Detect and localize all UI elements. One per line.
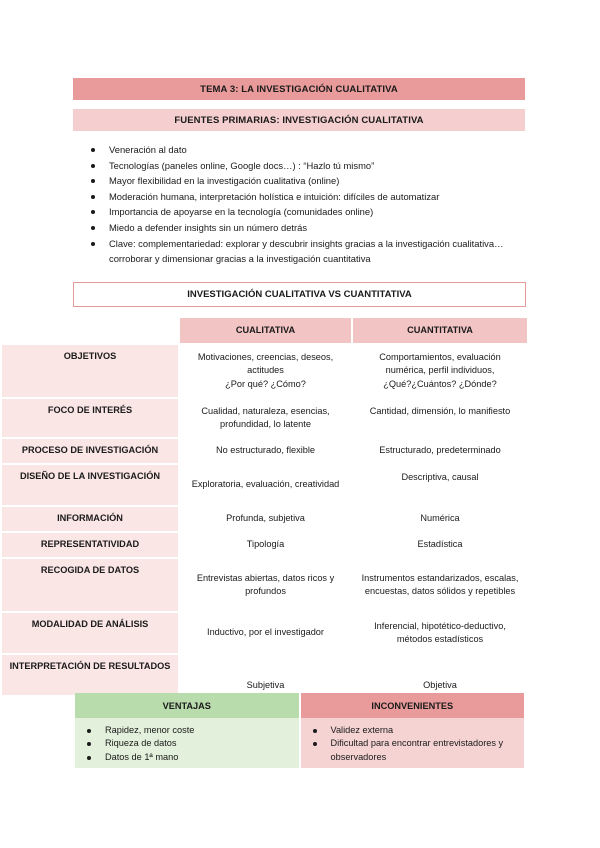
bullet-item: Tecnologías (paneles online, Google docs…) : “Hazlo tú mismo” xyxy=(91,158,511,174)
table-row xyxy=(2,533,527,557)
table-row xyxy=(2,613,527,653)
qual-cell: Entrevistas abiertas, datos ricos y profundos xyxy=(180,559,351,611)
quant-cell: Numérica xyxy=(353,507,527,531)
header-blank-cell xyxy=(2,318,178,343)
row-label: RECOGIDA DE DATOS xyxy=(2,559,178,611)
table-row xyxy=(2,399,527,437)
bullet-item: Moderación humana, interpretación holística e intuición: difíciles de automatizar xyxy=(91,189,511,205)
bullet-item: Clave: complementariedad: explorar y descubrir insights gracias a la investigación cualitativa… corroborar y dimensionar gracias a la investigación cuantitativa xyxy=(91,236,511,267)
table-row xyxy=(2,439,527,463)
pros-cons-table xyxy=(73,693,526,768)
qual-cell: Subjetiva xyxy=(180,655,351,695)
qual-cell xyxy=(180,345,351,397)
comparison-heading: INVESTIGACIÓN CUALITATIVA VS CUANTITATIVA xyxy=(73,282,526,307)
row-label: REPRESENTATIVIDAD xyxy=(2,533,178,557)
header-qualitative: CUALITATIVA xyxy=(180,318,351,343)
list-item: Validez externa xyxy=(313,724,517,737)
quant-cell: Inferencial, hipotético-deductivo, métodos estadísticos xyxy=(353,613,527,653)
cell-line: ¿Qué?¿Cuántos? ¿Dónde? xyxy=(383,378,497,389)
qual-cell: Profunda, subjetiva xyxy=(180,507,351,531)
table-row xyxy=(2,465,527,505)
cell-line: Motivaciones, creencias, deseos, actitudes xyxy=(197,351,334,376)
qual-cell: Inductivo, por el investigador xyxy=(180,613,351,653)
advantages-heading: VENTAJAS xyxy=(75,693,299,718)
list-item: Rapidez, menor coste xyxy=(87,724,291,737)
comparison-table xyxy=(0,316,529,697)
quant-cell xyxy=(353,345,527,397)
advantages-list xyxy=(87,724,291,764)
list-item: Riqueza de datos xyxy=(87,737,291,750)
quant-cell: Objetiva xyxy=(353,655,527,695)
row-label: DISEÑO DE LA INVESTIGACIÓN xyxy=(2,465,178,505)
disadvantages-list xyxy=(313,724,517,764)
cell-line: Comportamientos, evaluación numérica, perfil individuos, xyxy=(379,351,501,376)
row-label: INFORMACIÓN xyxy=(2,507,178,531)
bullet-item: Importancia de apoyarse en la tecnología (comunidades online) xyxy=(91,204,511,220)
row-label: OBJETIVOS xyxy=(2,345,178,397)
disadvantages-heading: INCONVENIENTES xyxy=(301,693,525,718)
table-row xyxy=(2,655,527,695)
qual-cell: Cualidad, naturaleza, esencias, profundidad, lo latente xyxy=(180,399,351,437)
bullet-item: Mayor flexibilidad en la investigación cualitativa (online) xyxy=(91,173,511,189)
table-row xyxy=(2,345,527,397)
bullet-item: Miedo a defender insights sin un número detrás xyxy=(91,220,511,236)
row-label: INTERPRETACIÓN DE RESULTADOS xyxy=(2,655,178,695)
table-row xyxy=(2,507,527,531)
qual-cell: Tipología xyxy=(180,533,351,557)
qual-cell: No estructurado, flexible xyxy=(180,439,351,463)
pros-cons-body-row xyxy=(75,718,524,768)
table-row xyxy=(2,559,527,611)
quant-cell: Descriptiva, causal xyxy=(353,465,527,505)
disadvantages-cell xyxy=(301,718,525,768)
bullet-list xyxy=(91,142,511,267)
page-title: TEMA 3: LA INVESTIGACIÓN CUALITATIVA xyxy=(73,78,525,100)
row-label: FOCO DE INTERÉS xyxy=(2,399,178,437)
section-subtitle: FUENTES PRIMARIAS: INVESTIGACIÓN CUALITATIVA xyxy=(73,109,525,131)
quant-cell: Estadística xyxy=(353,533,527,557)
quant-cell: Instrumentos estandarizados, escalas, encuestas, datos sólidos y repetibles xyxy=(353,559,527,611)
bullet-item: Veneración al dato xyxy=(91,142,511,158)
qual-cell: Exploratoria, evaluación, creatividad xyxy=(180,465,351,505)
row-label: PROCESO DE INVESTIGACIÓN xyxy=(2,439,178,463)
list-item: Dificultad para encontrar entrevistadores y observadores xyxy=(313,737,517,764)
header-quantitative: CUANTITATIVA xyxy=(353,318,527,343)
table-header-row xyxy=(2,318,527,343)
cell-line: ¿Por qué? ¿Cómo? xyxy=(225,378,306,389)
row-label: MODALIDAD DE ANÁLISIS xyxy=(2,613,178,653)
quant-cell: Estructurado, predeterminado xyxy=(353,439,527,463)
pros-cons-header-row xyxy=(75,693,524,718)
list-item: Datos de 1ª mano xyxy=(87,751,291,764)
quant-cell: Cantidad, dimensión, lo manifiesto xyxy=(353,399,527,437)
advantages-cell xyxy=(75,718,299,768)
